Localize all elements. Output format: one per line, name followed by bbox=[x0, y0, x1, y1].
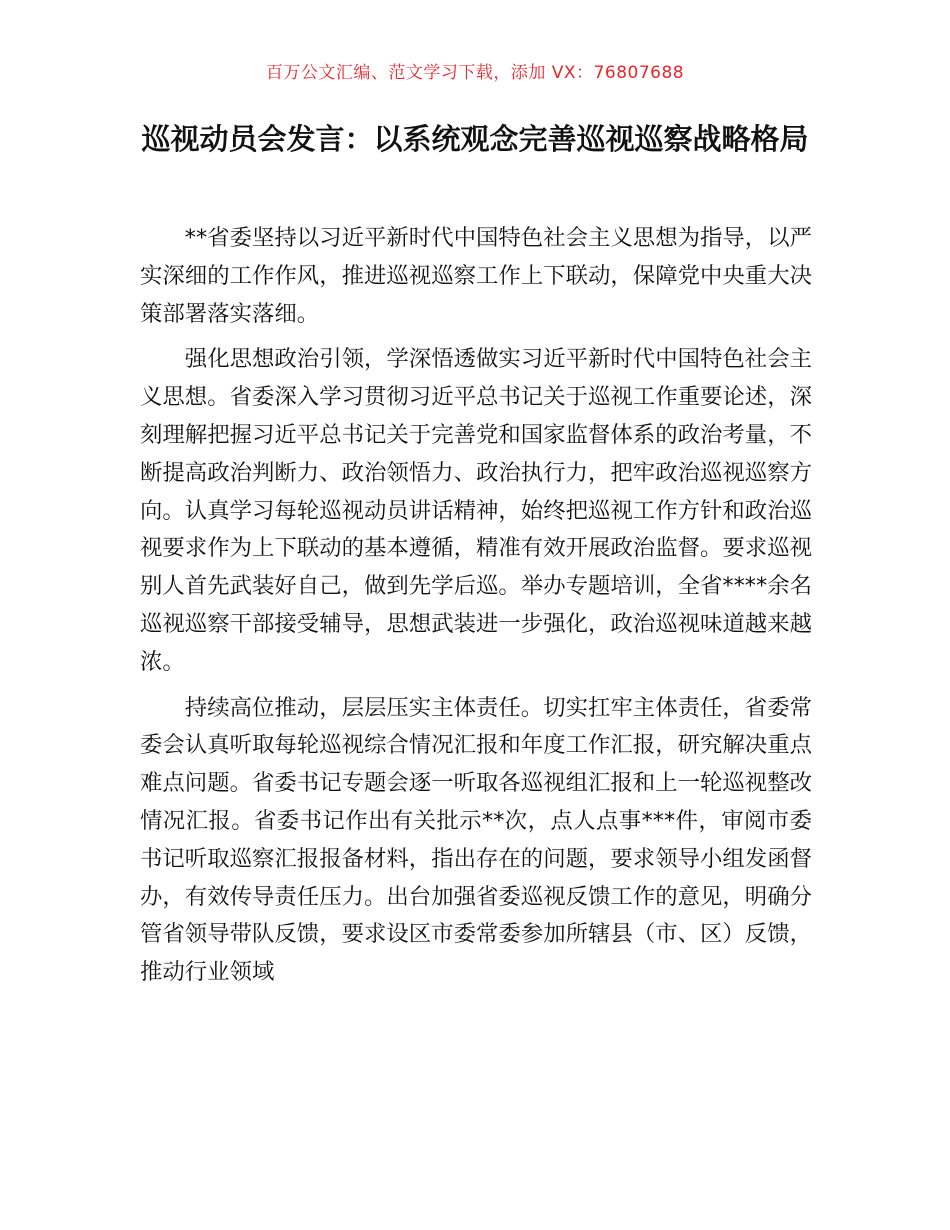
body-paragraph-intro: **省委坚持以习近平新时代中国特色社会主义思想为指导，以严实深细的工作作风，推进巡视巡察工作上下联动，保障党中央重大决策部署落实落细。 bbox=[140, 225, 812, 327]
header-promo-note: 百万公文汇编、范文学习下载，添加 VX：76807688 bbox=[265, 63, 685, 83]
document-title: 巡视动员会发言：以系统观念完善巡视巡察战略格局 bbox=[141, 122, 809, 156]
body-paragraph-responsibility: 持续高位推动，层层压实主体责任。切实扛牢主体责任，省委常委会认真听取每轮巡视综合情况汇报和年度工作汇报，研究解决重点难点问题。省委书记专题会逐一听取各巡视组汇报和上一轮巡视整改情况汇报。省委书记作出有关批示**次，点人点事***件，审阅市委书记听取巡察汇报报备材料，指出存在的问题，要求领导小组发函督办，有效传导责任压力。出台加强省委巡视反馈工作的意见，明确分管省领导带队反馈，要求设区市委常委参加所辖县（市、区）反馈，推动行业领域 bbox=[140, 694, 812, 986]
document-body bbox=[140, 220, 812, 1000]
body-paragraph-ideology: 强化思想政治引领，学深悟透做实习近平新时代中国特色社会主义思想。省委深入学习贯彻习近平总书记关于巡视工作重要论述，深刻理解把握习近平总书记关于完善党和国家监督体系的政治考量，不断提高政治判断力、政治领悟力、政治执行力，把牢政治巡视巡察方向。认真学习每轮巡视动员讲话精神，始终把巡视工作方针和政治巡视要求作为上下联动的基本遵循，精准有效开展政治监督。要求巡视别人首先武装好自己，做到先学后巡。举办专题培训，全省****余名巡视巡察干部接受辅导，思想武装进一步强化，政治巡视味道越来越浓。 bbox=[140, 346, 812, 675]
